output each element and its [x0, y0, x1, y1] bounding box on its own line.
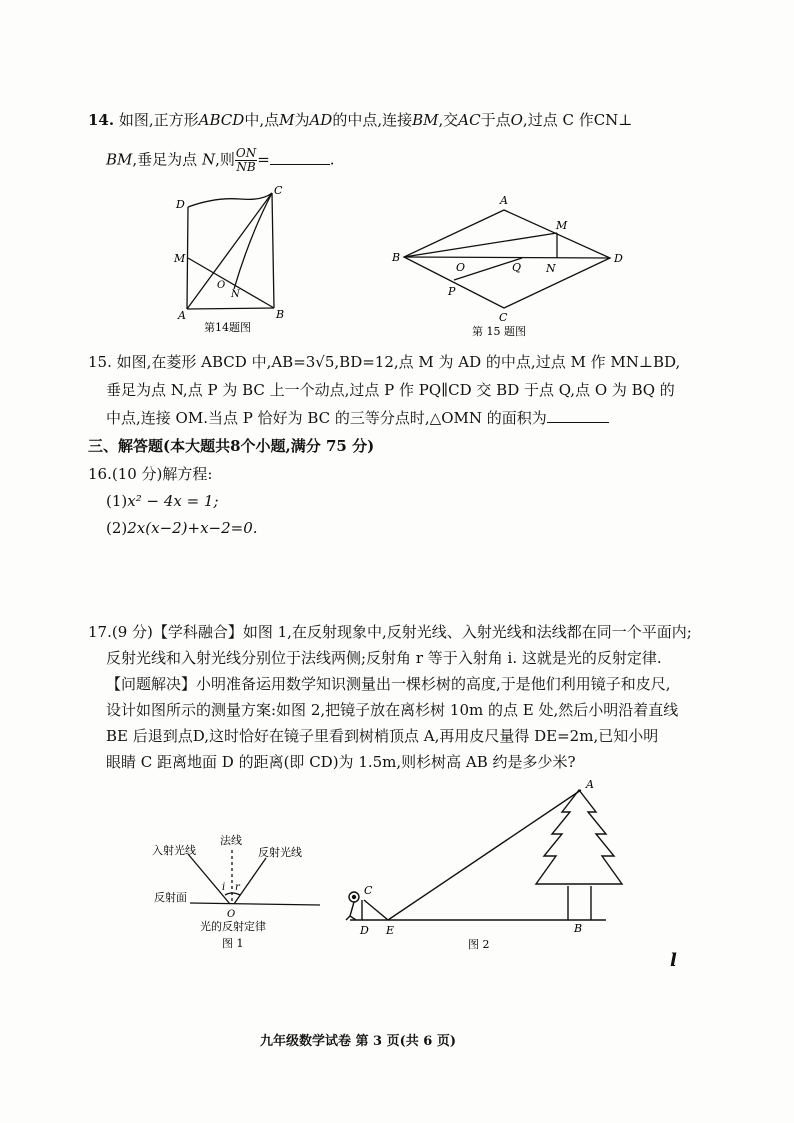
q14-text: ,过点 C 作CN⊥: [522, 111, 633, 129]
fig1-law-label: 光的反射定律: [200, 920, 266, 933]
q15-line3-text: 中点,连接 OM.当点 P 恰好为 BC 的三等分点时,△OMN 的面积为: [106, 409, 547, 427]
fig15-segment: [404, 233, 557, 257]
fig2-incident-ray: [388, 790, 581, 920]
q15-line1: 15. 如图,在菱形 ABCD 中,AB=3√5,BD=12,点 M 为 AD 的中点,过点 M 作 MN⊥BD,: [88, 353, 681, 371]
q17-line1: 17.(9 分)【学科融合】如图 1,在反射现象中,反射光线、入射光线和法线都在同一个平面内;: [88, 623, 692, 641]
fig14-caption: 第14题图: [204, 321, 251, 334]
fig1-angle-i: i: [222, 882, 226, 893]
page-footer: 九年级数学试卷 第 3 页(共 6 页): [260, 1034, 457, 1049]
margin-mark: l: [670, 950, 677, 971]
fig14-label-m: M: [174, 252, 186, 265]
fig1-reflecting-surface: [190, 903, 320, 905]
figure-2: [336, 776, 626, 956]
fig2-label-d: D: [360, 924, 369, 937]
fig15-label-a: A: [500, 194, 508, 207]
q14-text: 的中点,连接: [332, 111, 413, 129]
fig14-segment-cn: [234, 193, 272, 289]
fig14-label-a: A: [178, 309, 186, 322]
q14-point: O: [510, 111, 523, 129]
fig2-label-e: E: [386, 924, 395, 937]
fig2-person-eye: [353, 896, 356, 899]
fig14-segment-bm: [188, 258, 274, 308]
fig15-rhombus: [404, 210, 610, 308]
q14-line2: [106, 147, 335, 174]
fig1-reflected-ray: [234, 858, 266, 904]
fig2-reflected-ray: [364, 900, 388, 920]
q16-part1-equation: x² − 4x = 1;: [127, 492, 219, 510]
figure-14: [170, 185, 290, 335]
answer-blank: [547, 408, 609, 423]
fig15-diagonal-bd: [404, 257, 610, 258]
fig1-point-o: O: [227, 909, 236, 920]
fig14-label-n: N: [231, 289, 240, 300]
q14-text: ,交: [438, 111, 459, 129]
q14-segment: BM: [106, 150, 133, 169]
fig15-label-p: P: [448, 285, 456, 298]
fig15-label-n: N: [546, 262, 556, 275]
q16-part1: [106, 491, 219, 511]
fig2-person-body: [346, 902, 356, 920]
q16-part2-equation: 2x(x−2)+x−2=0.: [127, 519, 258, 537]
q16-part2-number: (2): [106, 519, 128, 537]
q15-line2: 垂足为点 N,点 P 为 BC 上一个动点,过点 P 作 PQ∥CD 交 BD 于点 Q,点 O 为 BQ 的: [106, 381, 675, 399]
fig14-diagonal-ac: [187, 193, 272, 309]
fraction-numerator: ON: [235, 146, 257, 160]
q14-text: 如图,正方形: [118, 111, 199, 129]
fig15-label-q: Q: [512, 261, 522, 274]
q14-number: 14.: [88, 111, 115, 129]
fig15-label-c: C: [499, 311, 508, 324]
fig2-tree-crown: [536, 790, 622, 884]
fig14-label-o: O: [217, 280, 226, 291]
q14-text: ,垂足为点: [132, 150, 198, 169]
q14-text: 为: [294, 111, 310, 129]
fig14-edge-ad: [187, 207, 188, 309]
fig15-label-o: O: [456, 261, 466, 274]
q14-text: ,则: [215, 150, 235, 169]
fig2-caption: 图 2: [468, 938, 490, 951]
q17-line6: 眼睛 C 距离地面 D 的距离(即 CD)为 1.5m,则杉树高 AB 约是多少米?: [106, 753, 576, 771]
q16-part1-number: (1): [106, 492, 128, 510]
q14-line1: [88, 110, 632, 130]
section-3-title: 三、解答题(本大题共8个小题,满分 75 分): [88, 437, 375, 455]
fig2-label-b: B: [574, 922, 583, 935]
answer-blank: [270, 150, 330, 165]
fig15-label-d: D: [614, 252, 623, 265]
fig1-incident-label: 入射光线: [152, 844, 196, 857]
fig14-edge-dc: [188, 193, 272, 207]
fig1-reflected-label: 反射光线: [258, 846, 302, 859]
fig15-caption: 第 15 题图: [472, 325, 526, 338]
q14-square: ABCD: [198, 111, 245, 129]
q14-segment: AC: [458, 111, 481, 129]
fig15-label-b: B: [392, 251, 401, 264]
fig14-label-d: D: [176, 198, 185, 211]
q17-line2: 反射光线和入射光线分别位于法线两侧;反射角 r 等于入射角 i. 这就是光的反射定律.: [106, 649, 662, 667]
q14-text: 中,点: [244, 111, 280, 129]
fig14-label-b: B: [276, 308, 285, 321]
fig1-surface-label: 反射面: [154, 891, 187, 904]
fig1-angle-r: r: [235, 882, 240, 893]
q14-fraction: [235, 147, 257, 174]
q16-header: 16.(10 分)解方程:: [88, 465, 213, 483]
fig2-label-a: A: [586, 778, 594, 791]
q16-part2: [106, 518, 258, 538]
fig15-label-m: M: [556, 219, 568, 232]
fig1-incident-ray: [188, 854, 230, 904]
q14-period: .: [329, 150, 335, 169]
q17-line5: BE 后退到点D,这时恰好在镜子里看到树梢顶点 A,再用皮尺量得 DE=2m,已知小明: [106, 727, 659, 745]
q14-segment: AD: [309, 111, 333, 129]
q17-line4: 设计如图所示的测量方案:如图 2,把镜子放在离杉树 10m 的点 E 处,然后小明沿着直线: [106, 701, 679, 719]
fig14-label-c: C: [274, 185, 283, 197]
fraction-denominator: NB: [236, 160, 256, 174]
figure-1: [140, 828, 330, 958]
fig2-label-c: C: [364, 884, 373, 897]
fig1-caption: 图 1: [222, 937, 244, 950]
q14-text: 于点: [480, 111, 511, 129]
fig2-tree-trunk: [568, 886, 591, 920]
q14-segment: BM: [412, 111, 439, 129]
q17-line3: 【问题解决】小明准备运用数学知识测量出一棵杉树的高度,于是他们利用镜子和皮尺,: [106, 675, 671, 693]
q14-equals: =: [257, 150, 270, 169]
q14-point: N: [201, 150, 216, 169]
q14-point: M: [279, 111, 295, 129]
fig14-edge-cb: [272, 193, 274, 308]
fig1-normal-label: 法线: [220, 834, 242, 847]
figure-15: [388, 190, 628, 340]
fig14-edge-ba: [187, 308, 274, 309]
q15-line3: [106, 408, 609, 428]
